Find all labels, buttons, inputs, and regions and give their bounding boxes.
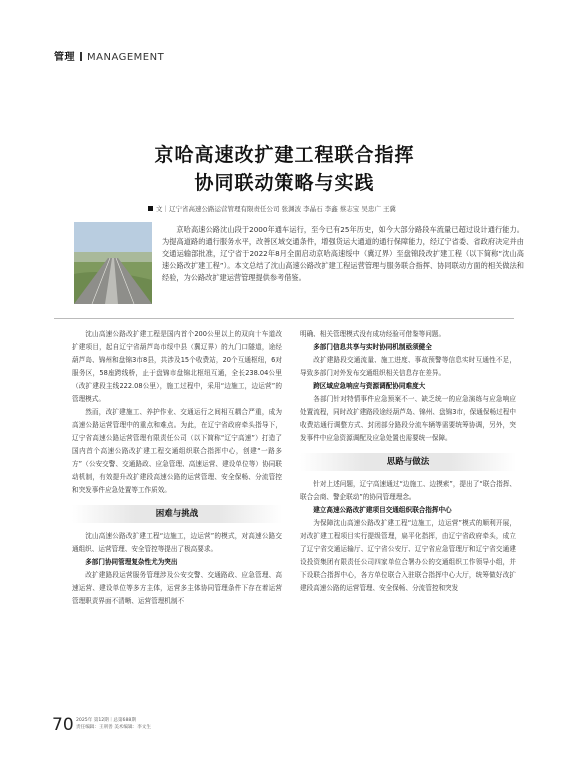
section-tag bbox=[54, 48, 164, 63]
subheading: 跨区域应急响应与资源调配协同难度大 bbox=[313, 382, 426, 390]
paragraph: 然而，改扩建施工、养护作业、交通运行之间相互耦合严重，成为高速公路运营管理中的重点和难点。为此，在辽宁省政府牵头指导下，辽宁省高速公路运营管理有限责任公司（以下简称“辽宁高速”）打造了国内首个高速公路改扩建工程交通组织联合指挥中心，创建“一路多方”（公安交警、交通路政、应急管理、高速运营、建设单位等）协同联动机制，有效提升改扩建段高速公路的运营管理、安全保畅、分流管控和突发事件应急处置等工作质效。 bbox=[72, 408, 282, 494]
highway-aerial-photo bbox=[74, 222, 152, 304]
issue-info: 2025年 第12期｜总第688期 bbox=[76, 718, 136, 723]
page-number: 70 bbox=[52, 715, 74, 735]
paragraph: 明确、相关管理模式没有成功经验可借鉴等问题。 bbox=[300, 330, 446, 338]
right-column bbox=[300, 328, 516, 595]
byline bbox=[148, 204, 396, 213]
section-label-en: MANAGEMENT bbox=[87, 52, 165, 63]
subheading: 建立高速公路改扩建项目交通组织联合指挥中心 bbox=[313, 506, 452, 514]
byline-square-icon bbox=[148, 206, 153, 211]
left-column bbox=[72, 328, 282, 608]
paragraph: 改扩建路段运营服务管理涉及公安交警、交通路政、应急管理、高速运营、建设单位等多方主体，运营多主体协同管理条件下存在着运营管理职责界面不清晰、运营管理机制不 bbox=[72, 571, 282, 605]
byline-text: 文｜辽宁省高速公路运营管理有限责任公司 张渊波 李晶石 李鑫 蔡志宝 吴忠广 王冀 bbox=[156, 205, 396, 213]
paragraph: 针对上述问题，辽宁高速通过“边施工、边摸索”，提出了“联合指挥、联合会商、警企联动”的协同管理理念。 bbox=[300, 480, 516, 501]
section-rule bbox=[54, 318, 514, 319]
paragraph: 沈山高速公路改扩建工程是国内首个200公里以上的双向十车道改扩建项目，起自辽宁省葫芦岛市绥中县（冀辽界）的九门口隧道，途经葫芦岛、锦州和盘锦3市8县，共涉及15个收费站，20个互通枢纽，6对服务区，58座跨线桥，止于盘锦市盘锦北枢纽互通，全长238.04公里（改扩建段主线222.08公里），施工过程中，采用“边施工，边运营”的管理模式。 bbox=[72, 330, 282, 403]
paragraph: 各部门针对特情事件应急预案不一、缺乏统一的应急演练与应急响应处置流程，同时改扩建路段途经葫芦岛、锦州、盘锦3市，保通保畅过程中收费站通行调整方式、封闭部分路段分流车辆等需要统筹协调，另外，突发事件中应急资源调配及应急处置也需要统一保障。 bbox=[300, 395, 516, 442]
section-heading-challenges: 困难与挑战 bbox=[72, 505, 282, 523]
article-title-line1: 京哈高速改扩建工程联合指挥 bbox=[154, 144, 415, 166]
paragraph: 为保障沈山高速公路改扩建工程“边施工，边运营”模式的顺利开展，对改扩建工程项目实行提级管理，扁平化指挥，由辽宁省政府牵头，成立了辽宁省交通运输厅、辽宁省公安厅、辽宁省应急管理厅和辽宁省交通建设投资集团有限责任公司四家单位合署办公的交通组织工作领导小组，并下设联合指挥中心，各方单位联合入驻联合指挥中心大厅，统筹做好改扩建段高速公路的运营管理、安全保畅、分流管控和突发 bbox=[300, 519, 516, 592]
paragraph: 改扩建路段交通流量、施工进度、事故预警等信息实时互通性不足，导致多部门对外发布交通组织相关信息存在差异。 bbox=[300, 356, 516, 377]
subheading: 多部门信息共享与实时协同机制亟须健全 bbox=[313, 343, 432, 351]
editor-info: 责任编辑：王刑善 美术编辑：李文生 bbox=[76, 724, 151, 730]
section-label-cn: 管理 bbox=[54, 52, 75, 63]
subheading: 多部门协同管理复杂性尤为突出 bbox=[85, 558, 178, 566]
section-heading-approach: 思路与做法 bbox=[300, 453, 516, 471]
paragraph: 沈山高速公路改扩建工程“边施工，边运营”的模式，对高速公路交通组织、运营管理、安全管控等提出了极高要求。 bbox=[72, 532, 282, 553]
footer-meta bbox=[76, 718, 151, 731]
section-divider bbox=[80, 52, 82, 61]
abstract-text: 京哈高速公路沈山段于2000年通车运行，至今已有25年历史，如今大部分路段车流量已超过设计通行能力。为提高道路的通行服务水平，改善区域交通条件，增强货运大通道的通行保障能力，经辽宁省委、省政府决定并由交通运输部批准，辽宁省于2022年8月全面启动京哈高速绥中（冀辽界）至盘锦段改扩建工程（以下简称“沈山高速公路改扩建工程”）。本文总结了沈山高速公路改扩建工程运营管理与服务联合指挥、协同联动方面的相关做法和经验，为公路改扩建运营管理提供参考借鉴。 bbox=[162, 225, 524, 283]
article-abstract bbox=[162, 224, 524, 284]
highway-photo-illustration bbox=[74, 222, 152, 304]
article-title-line2: 协同联动策略与实践 bbox=[194, 172, 375, 194]
